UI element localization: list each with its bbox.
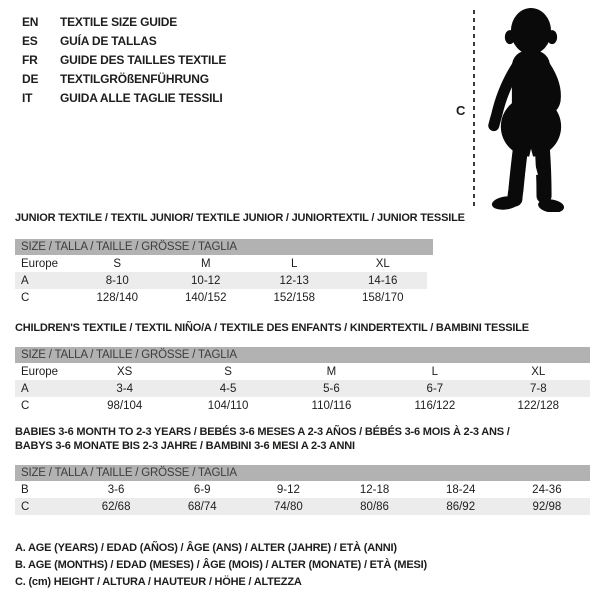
language-code: EN [22, 15, 39, 29]
age-cell: 12-13 [279, 274, 309, 287]
size-cell: S [224, 365, 232, 378]
guide-title-es: GUÍA DE TALLAS [60, 34, 157, 48]
babies-table-title-line1: BABIES 3-6 MONTH TO 2-3 YEARS / BEBÉS 3-6 MESES A 2-3 AÑOS / BÉBÉS 3-6 MOIS À 2-3 ANS / [15, 426, 510, 438]
height-cell: 152/158 [273, 291, 316, 304]
language-row-it [22, 89, 226, 108]
age-cell: 7-8 [529, 382, 547, 395]
height-cell: 116/122 [414, 399, 456, 412]
row-label: Europe [21, 257, 59, 270]
row-label: C [21, 291, 30, 304]
language-title-list [22, 13, 226, 108]
footnote-age-months: B. AGE (MONTHS) / EDAD (MESES) / ÂGE (MOIS) / ALTER (MONATE) / ETÀ (MESI) [15, 559, 427, 571]
height-cell: 86/92 [446, 500, 476, 513]
height-cell: 122/128 [517, 399, 560, 412]
age-cell: 8-10 [105, 274, 129, 287]
size-cell: M [200, 257, 211, 270]
language-row-es [22, 32, 226, 51]
height-cell: 98/104 [107, 399, 143, 412]
table-row [15, 397, 590, 414]
table-row [15, 380, 590, 397]
babies-size-header-bar: SIZE / TALLA / TAILLE / GRÖSSE / TAGLIA [15, 465, 590, 481]
height-cell: 158/170 [361, 291, 404, 304]
height-cell: 140/152 [184, 291, 227, 304]
babies-size-table [15, 481, 590, 515]
junior-size-header-bar: SIZE / TALLA / TAILLE / GRÖSSE / TAGLIA [15, 239, 433, 255]
table-row [15, 272, 427, 289]
table-row [15, 498, 590, 515]
height-measure-label: C [456, 103, 466, 118]
height-cell: 80/86 [360, 500, 389, 513]
junior-size-table [15, 255, 427, 306]
legend-footnotes [15, 540, 590, 591]
age-cell: 14-16 [368, 274, 398, 287]
babies-table-title-line2: BABYS 3-6 MONATE BIS 2-3 JAHRE / BAMBINI 3-6 MESI A 2-3 ANNI [15, 440, 355, 452]
language-code: FR [22, 53, 38, 67]
guide-title-fr: GUIDE DES TAILLES TEXTILE [60, 53, 227, 67]
junior-table-title: JUNIOR TEXTILE / TEXTIL JUNIOR/ TEXTILE JUNIOR / JUNIORTEXTIL / JUNIOR TESSILE [15, 212, 465, 224]
height-cell: 62/68 [101, 500, 131, 513]
age-cell: 12-18 [359, 483, 390, 496]
age-cell: 24-36 [532, 483, 562, 496]
age-cell: 5-6 [323, 382, 340, 395]
row-label: A [21, 274, 29, 287]
age-cell: 18-24 [445, 483, 476, 496]
table-row [15, 289, 427, 306]
children-size-table [15, 363, 590, 414]
row-label: Europe [21, 365, 59, 378]
language-code: DE [22, 72, 39, 86]
language-code: ES [22, 34, 38, 48]
height-cell: 104/110 [207, 399, 249, 412]
height-cell: 128/140 [96, 291, 139, 304]
age-cell: 6-7 [426, 382, 444, 395]
age-cell: 3-4 [116, 382, 133, 395]
height-cell: 92/98 [532, 500, 562, 513]
row-label: C [21, 399, 30, 412]
height-cell: 110/116 [311, 399, 352, 412]
row-label: C [21, 500, 30, 513]
age-cell: 4-5 [219, 382, 237, 395]
language-code: IT [22, 91, 33, 105]
language-row-fr [22, 51, 226, 70]
language-row-de [22, 70, 226, 89]
children-size-header-bar: SIZE / TALLA / TAILLE / GRÖSSE / TAGLIA [15, 347, 590, 363]
size-cell: L [431, 365, 439, 378]
size-cell: M [326, 365, 337, 378]
language-row-en [22, 13, 226, 32]
guide-title-it: GUIDA ALLE TAGLIE TESSILI [60, 91, 223, 105]
size-cell: XL [531, 365, 546, 378]
size-cell: L [291, 257, 298, 270]
table-row [15, 481, 590, 498]
footnote-height-cm: C. (cm) HEIGHT / ALTURA / HAUTEUR / HÖHE / ALTEZZA [15, 576, 302, 588]
age-cell: 3-6 [107, 483, 125, 496]
toddler-silhouette-icon [484, 6, 586, 212]
guide-title-en: TEXTILE SIZE GUIDE [60, 15, 178, 29]
guide-title-de: TEXTILGRÖßENFÜHRUNG [60, 72, 209, 86]
age-cell: 9-12 [276, 483, 300, 496]
height-measure-dashed-line [473, 10, 475, 206]
size-cell: XS [117, 365, 133, 378]
table-row [15, 255, 427, 272]
age-cell: 6-9 [193, 483, 211, 496]
children-table-title: CHILDREN'S TEXTILE / TEXTIL NIÑO/A / TEXTILE DES ENFANTS / KINDERTEXTIL / BAMBINI TESSILE [15, 322, 529, 334]
size-cell: S [113, 257, 122, 270]
height-cell: 68/74 [187, 500, 217, 513]
size-cell: XL [375, 257, 390, 270]
size-tables-section [15, 211, 590, 591]
row-label: B [21, 483, 29, 496]
age-cell: 10-12 [191, 274, 221, 287]
height-cell: 74/80 [274, 500, 303, 513]
footnote-age-years: A. AGE (YEARS) / EDAD (AÑOS) / ÂGE (ANS) / ALTER (JAHRE) / ETÀ (ANNI) [15, 542, 397, 554]
table-row [15, 363, 590, 380]
row-label: A [21, 382, 29, 395]
